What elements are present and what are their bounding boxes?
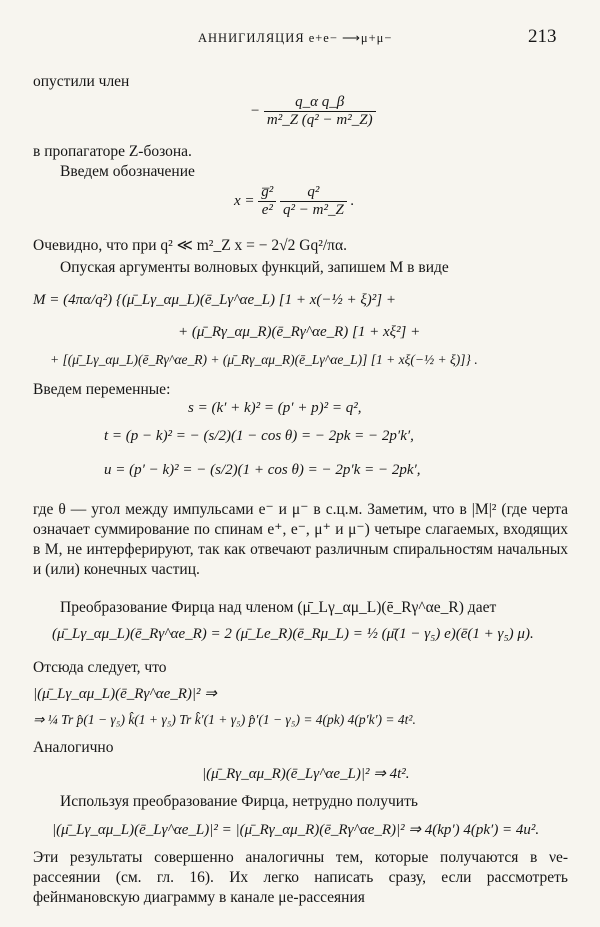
text-line: Очевидно, что при q² ≪ m²_Z x = − 2√2 Gq²/πα. xyxy=(33,237,347,254)
fraction xyxy=(258,184,276,219)
paragraph: Эти результаты совершенно аналогичны тем, которые получаются в νe-рассеянии (см. гл. 16). Их легко написать сразу, если рассмотреть фейнмановскую диаграмму в канале μe-рассеяния xyxy=(33,849,568,906)
equation-s-variable: s = (k′ + k)² = (p′ + p)² = q², xyxy=(188,400,362,416)
equation-squared-1: |(μ̄_Lγ_αμ_L)(ē_Rγ^αe_R)|² ⇒ xyxy=(33,686,217,702)
text-line: в пропагаторе Z-бозона. xyxy=(33,143,192,160)
equation-propagator-term xyxy=(250,94,376,129)
page-number: 213 xyxy=(528,26,557,47)
equation-x-definition xyxy=(234,184,354,219)
equation-squared-2: |(μ̄_Rγ_αμ_R)(ē_Lγ^αe_L)|² ⇒ 4t². xyxy=(202,766,410,782)
equation-fierz: (μ̄_Lγ_αμ_L)(ē_Rγ^αe_R) = 2 (μ̄_Le_R)(ē_Rμ_L) = ½ (μ̄(1 − γ₅) e)(ē(1 + γ₅) μ). xyxy=(52,626,534,642)
fraction-numerator: q² xyxy=(280,184,347,202)
equation-amplitude-line-3: + [(μ̄_Lγ_αμ_L)(ē_Rγ^αe_R) + (μ̄_Rγ_αμ_R)(ē_Lγ^αe_L)] [1 + xξ(−½ + ξ)]} . xyxy=(50,352,478,367)
equation-t-variable: t = (p − k)² = − (s/2)(1 − cos θ) = − 2pk = − 2p′k′, xyxy=(104,428,414,444)
fraction-numerator: g̅² xyxy=(258,184,276,202)
fraction-denominator: e² xyxy=(261,202,273,218)
equation-sign: − xyxy=(250,102,261,119)
text-line: Аналогично xyxy=(33,739,114,756)
fraction-denominator: m²_Z (q² − m²_Z) xyxy=(266,112,373,128)
fraction-denominator: q² − m²_Z xyxy=(283,202,344,218)
text-line: Используя преобразование Фирца, нетрудно получить xyxy=(60,793,418,810)
text-line: Введем обозначение xyxy=(60,163,195,180)
text-line: Опуская аргументы волновых функций, запишем M в виде xyxy=(60,259,449,276)
fraction-numerator: q_α q_β xyxy=(264,94,376,112)
equation-trace: ⇒ ¼ Tr p̂(1 − γ₅) k̂(1 + γ₅) Tr k̂′(1 + γ₅) p̂′(1 − γ₅) = 4(pk) 4(p′k′) = 4t². xyxy=(33,712,416,727)
text-line: Отсюда следует, что xyxy=(33,659,167,676)
equation-u-variable: u = (p′ − k)² = − (s/2)(1 + cos θ) = − 2p′k = − 2pk′, xyxy=(104,462,421,478)
fraction xyxy=(264,94,376,129)
text-line: Введем переменные: xyxy=(33,381,171,398)
equation-squared-3: |(μ̄_Lγ_αμ_L)(ē_Lγ^αe_L)|² = |(μ̄_Rγ_αμ_R)(ē_Rγ^αe_R)|² ⇒ 4(kp′) 4(pk′) = 4u². xyxy=(52,822,540,838)
equation-amplitude-line-1: M = (4πα/q²) {(μ̄_Lγ_αμ_L)(ē_Lγ^αe_L) [1 + x(−½ + ξ)²] + xyxy=(33,292,397,308)
text-line: Преобразование Фирца над членом (μ̄_Lγ_αμ_L)(ē_Rγ^αe_R) дает xyxy=(60,599,497,616)
equation-lhs: x = xyxy=(234,192,255,209)
equation-period: . xyxy=(350,192,355,209)
text-line: опустили член xyxy=(33,73,130,90)
fraction xyxy=(280,184,347,219)
running-header-title: АННИГИЛЯЦИЯ e+e− ⟶μ+μ− xyxy=(198,31,393,45)
equation-amplitude-line-2: + (μ̄_Rγ_αμ_R)(ē_Rγ^αe_R) [1 + xξ²] + xyxy=(178,324,421,340)
paragraph: где θ — угол между импульсами e⁻ и μ⁻ в с.ц.м. Заметим, что в |M|² (где черта означает суммирование по спинам e⁺, e⁻, μ⁺ и μ⁻) четыре слагаемых, входящих в M, не интерферируют, так как отвечают различным спиральностям начальных и (или) конечных частиц. xyxy=(33,501,568,578)
